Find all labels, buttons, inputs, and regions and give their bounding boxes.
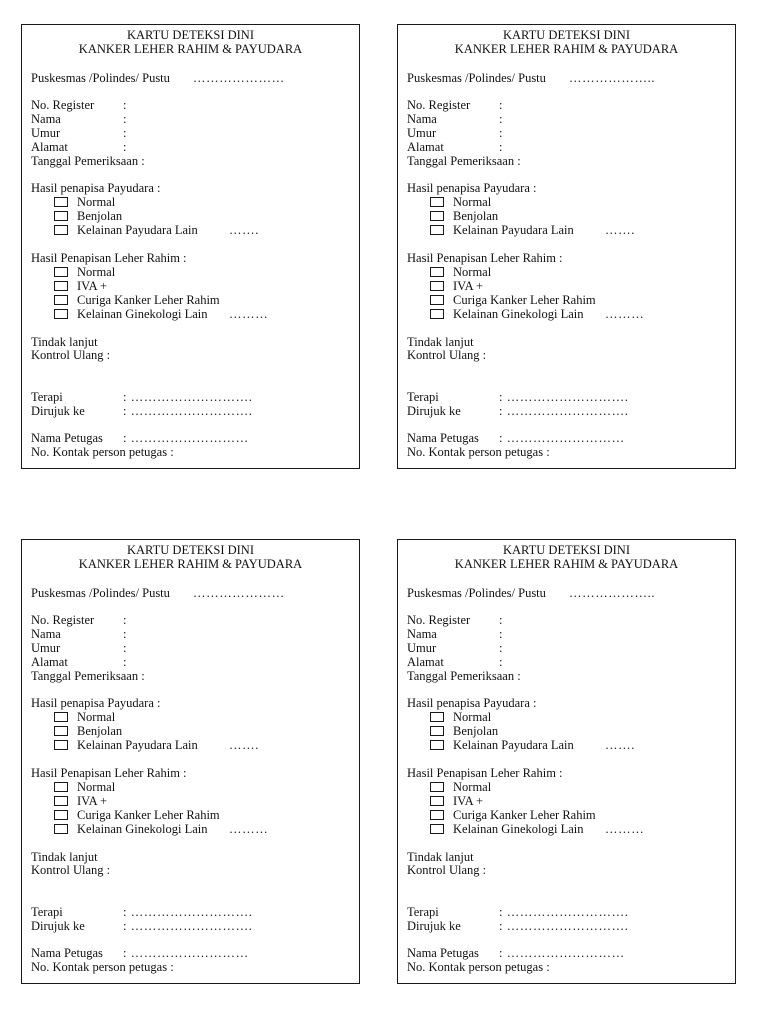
rahim-iva-checkbox[interactable] (54, 796, 68, 806)
register-label: No. Register (31, 98, 95, 112)
puskesmas-blank[interactable]: ……………….. (569, 586, 656, 600)
alamat-colon: : (499, 140, 503, 154)
dirujuk-label: Dirujuk ke (31, 919, 85, 933)
nama-label: Nama (407, 112, 437, 126)
dirujuk-field[interactable]: : ………………………. (123, 404, 253, 418)
rahim-curiga-checkbox[interactable] (430, 295, 444, 305)
tindak-lanjut-label: Tindak lanjut (31, 335, 98, 349)
dirujuk-label: Dirujuk ke (407, 404, 461, 418)
dirujuk-label: Dirujuk ke (407, 919, 461, 933)
card-title-line1: KARTU DETEKSI DINI (502, 28, 630, 42)
alamat-colon: : (499, 655, 503, 669)
rahim-normal-label: Normal (453, 265, 492, 279)
rahim-iva-label: IVA + (453, 794, 484, 808)
umur-field[interactable] (507, 126, 707, 140)
register-colon: : (499, 613, 503, 627)
register-colon: : (123, 613, 127, 627)
rahim-curiga-checkbox[interactable] (430, 810, 444, 820)
dirujuk-field[interactable]: : ………………………. (123, 919, 253, 933)
rahim-heading: Hasil Penapisan Leher Rahim : (31, 251, 187, 265)
payudara-normal-label: Normal (77, 710, 116, 724)
payudara-lain-checkbox[interactable] (430, 225, 444, 235)
rahim-iva-label: IVA + (77, 794, 108, 808)
rahim-lain-blank[interactable]: ……… (229, 307, 269, 321)
dirujuk-field[interactable]: : ………………………. (499, 919, 629, 933)
petugas-field[interactable]: : ……………………… (499, 946, 625, 960)
screening-card-3 (21, 539, 360, 984)
payudara-lain-blank[interactable]: ……. (229, 738, 259, 752)
petugas-label: Nama Petugas (407, 946, 479, 960)
rahim-lain-label: Kelainan Ginekologi Lain (77, 307, 208, 321)
payudara-lain-checkbox[interactable] (54, 225, 68, 235)
rahim-normal-checkbox[interactable] (54, 267, 68, 277)
payudara-heading: Hasil penapisa Payudara : (31, 696, 161, 710)
rahim-iva-label: IVA + (77, 279, 108, 293)
tindak-lanjut-label: Tindak lanjut (407, 335, 474, 349)
card-title-line1: KARTU DETEKSI DINI (502, 543, 630, 557)
terapi-field[interactable]: : ………………………. (123, 905, 253, 919)
alamat-field[interactable] (507, 655, 707, 669)
nama-field[interactable] (507, 112, 707, 126)
alamat-label: Alamat (407, 655, 444, 669)
rahim-lain-label: Kelainan Ginekologi Lain (77, 822, 208, 836)
screening-card-4 (397, 539, 736, 984)
card-title-line2: KANKER LEHER RAHIM & PAYUDARA (454, 557, 679, 571)
tanggal-label: Tanggal Pemeriksaan : (31, 154, 145, 168)
payudara-normal-checkbox[interactable] (430, 712, 444, 722)
payudara-lain-blank[interactable]: ……. (605, 223, 635, 237)
payudara-normal-label: Normal (453, 195, 492, 209)
payudara-lain-blank[interactable]: ……. (229, 223, 259, 237)
alamat-label: Alamat (31, 655, 68, 669)
tanggal-label: Tanggal Pemeriksaan : (31, 669, 145, 683)
nama-label: Nama (31, 112, 61, 126)
terapi-field[interactable]: : ………………………. (499, 905, 629, 919)
alamat-colon: : (123, 140, 127, 154)
register-label: No. Register (407, 98, 471, 112)
umur-field[interactable] (131, 126, 331, 140)
rahim-lain-checkbox[interactable] (430, 824, 444, 834)
rahim-normal-checkbox[interactable] (430, 267, 444, 277)
terapi-label: Terapi (407, 390, 439, 404)
umur-label: Umur (407, 126, 437, 140)
umur-colon: : (499, 126, 503, 140)
alamat-field[interactable] (507, 140, 707, 154)
alamat-field[interactable] (131, 140, 331, 154)
kontrol-ulang-label: Kontrol Ulang : (407, 863, 487, 877)
card-title-line1: KARTU DETEKSI DINI (126, 28, 254, 42)
rahim-lain-checkbox[interactable] (54, 309, 68, 319)
rahim-normal-label: Normal (77, 265, 116, 279)
payudara-lain-label: Kelainan Payudara Lain (77, 223, 198, 237)
petugas-label: Nama Petugas (31, 946, 103, 960)
puskesmas-label: Puskesmas /Polindes/ Pustu (407, 71, 546, 85)
nama-field[interactable] (131, 627, 331, 641)
rahim-heading: Hasil Penapisan Leher Rahim : (407, 766, 563, 780)
payudara-benjolan-checkbox[interactable] (54, 211, 68, 221)
petugas-field[interactable]: : ……………………… (123, 946, 249, 960)
tanggal-label: Tanggal Pemeriksaan : (407, 669, 521, 683)
umur-field[interactable] (131, 641, 331, 655)
alamat-label: Alamat (31, 140, 68, 154)
rahim-heading: Hasil Penapisan Leher Rahim : (407, 251, 563, 265)
terapi-label: Terapi (31, 905, 63, 919)
payudara-benjolan-checkbox[interactable] (430, 726, 444, 736)
payudara-lain-label: Kelainan Payudara Lain (453, 738, 574, 752)
payudara-heading: Hasil penapisa Payudara : (407, 181, 537, 195)
rahim-curiga-checkbox[interactable] (54, 295, 68, 305)
rahim-curiga-label: Curiga Kanker Leher Rahim (453, 293, 596, 307)
rahim-normal-checkbox[interactable] (430, 782, 444, 792)
umur-field[interactable] (507, 641, 707, 655)
rahim-lain-label: Kelainan Ginekologi Lain (453, 822, 584, 836)
dirujuk-field[interactable]: : ………………………. (499, 404, 629, 418)
payudara-normal-checkbox[interactable] (430, 197, 444, 207)
petugas-field[interactable]: : ……………………… (123, 431, 249, 445)
kontrol-ulang-label: Kontrol Ulang : (407, 348, 487, 362)
puskesmas-label: Puskesmas /Polindes/ Pustu (31, 71, 170, 85)
payudara-normal-label: Normal (453, 710, 492, 724)
payudara-benjolan-checkbox[interactable] (54, 726, 68, 736)
alamat-label: Alamat (407, 140, 444, 154)
nama-colon: : (123, 112, 127, 126)
card-title-line1: KARTU DETEKSI DINI (126, 543, 254, 557)
payudara-normal-checkbox[interactable] (54, 197, 68, 207)
card-title-line2: KANKER LEHER RAHIM & PAYUDARA (78, 557, 303, 571)
register-field[interactable] (131, 98, 331, 112)
payudara-lain-checkbox[interactable] (54, 740, 68, 750)
rahim-lain-checkbox[interactable] (54, 824, 68, 834)
register-field[interactable] (507, 613, 707, 627)
tindak-lanjut-label: Tindak lanjut (31, 850, 98, 864)
terapi-label: Terapi (31, 390, 63, 404)
petugas-label: Nama Petugas (407, 431, 479, 445)
kontrol-ulang-label: Kontrol Ulang : (31, 863, 111, 877)
register-field[interactable] (507, 98, 707, 112)
payudara-lain-label: Kelainan Payudara Lain (453, 223, 574, 237)
nama-label: Nama (407, 627, 437, 641)
terapi-field[interactable]: : ………………………. (499, 390, 629, 404)
dirujuk-label: Dirujuk ke (31, 404, 85, 418)
terapi-field[interactable]: : ………………………. (123, 390, 253, 404)
kontak-label: No. Kontak person petugas : (407, 445, 550, 459)
rahim-iva-checkbox[interactable] (430, 796, 444, 806)
rahim-curiga-label: Curiga Kanker Leher Rahim (453, 808, 596, 822)
payudara-benjolan-label: Benjolan (77, 724, 123, 738)
umur-colon: : (499, 641, 503, 655)
umur-label: Umur (407, 641, 437, 655)
payudara-benjolan-label: Benjolan (453, 209, 499, 223)
nama-colon: : (499, 112, 503, 126)
payudara-benjolan-label: Benjolan (77, 209, 123, 223)
screening-card-2 (397, 24, 736, 469)
rahim-lain-blank[interactable]: ……… (229, 822, 269, 836)
kontak-label: No. Kontak person petugas : (407, 960, 550, 974)
puskesmas-blank[interactable]: ………………… (193, 71, 285, 85)
rahim-iva-label: IVA + (453, 279, 484, 293)
payudara-normal-checkbox[interactable] (54, 712, 68, 722)
rahim-normal-label: Normal (453, 780, 492, 794)
register-label: No. Register (31, 613, 95, 627)
rahim-lain-checkbox[interactable] (430, 309, 444, 319)
rahim-iva-checkbox[interactable] (430, 281, 444, 291)
petugas-field[interactable]: : ……………………… (499, 431, 625, 445)
rahim-normal-checkbox[interactable] (54, 782, 68, 792)
register-label: No. Register (407, 613, 471, 627)
alamat-field[interactable] (131, 655, 331, 669)
kontrol-ulang-label: Kontrol Ulang : (31, 348, 111, 362)
payudara-benjolan-label: Benjolan (453, 724, 499, 738)
card-title-line2: KANKER LEHER RAHIM & PAYUDARA (78, 42, 303, 56)
rahim-lain-blank[interactable]: ……… (605, 822, 645, 836)
puskesmas-label: Puskesmas /Polindes/ Pustu (31, 586, 170, 600)
nama-label: Nama (31, 627, 61, 641)
rahim-normal-label: Normal (77, 780, 116, 794)
register-colon: : (499, 98, 503, 112)
alamat-colon: : (123, 655, 127, 669)
payudara-lain-label: Kelainan Payudara Lain (77, 738, 198, 752)
umur-label: Umur (31, 641, 61, 655)
payudara-heading: Hasil penapisa Payudara : (407, 696, 537, 710)
puskesmas-label: Puskesmas /Polindes/ Pustu (407, 586, 546, 600)
tindak-lanjut-label: Tindak lanjut (407, 850, 474, 864)
rahim-curiga-label: Curiga Kanker Leher Rahim (77, 293, 220, 307)
payudara-lain-blank[interactable]: ……. (605, 738, 635, 752)
nama-colon: : (499, 627, 503, 641)
rahim-iva-checkbox[interactable] (54, 281, 68, 291)
register-field[interactable] (131, 613, 331, 627)
puskesmas-blank[interactable]: ………………… (193, 586, 285, 600)
nama-field[interactable] (507, 627, 707, 641)
rahim-lain-blank[interactable]: ……… (605, 307, 645, 321)
umur-colon: : (123, 126, 127, 140)
rahim-curiga-checkbox[interactable] (54, 810, 68, 820)
nama-colon: : (123, 627, 127, 641)
payudara-heading: Hasil penapisa Payudara : (31, 181, 161, 195)
tanggal-label: Tanggal Pemeriksaan : (407, 154, 521, 168)
nama-field[interactable] (131, 112, 331, 126)
rahim-curiga-label: Curiga Kanker Leher Rahim (77, 808, 220, 822)
rahim-lain-label: Kelainan Ginekologi Lain (453, 307, 584, 321)
umur-colon: : (123, 641, 127, 655)
payudara-lain-checkbox[interactable] (430, 740, 444, 750)
screening-card-1 (21, 24, 360, 469)
rahim-heading: Hasil Penapisan Leher Rahim : (31, 766, 187, 780)
register-colon: : (123, 98, 127, 112)
kontak-label: No. Kontak person petugas : (31, 960, 174, 974)
card-title-line2: KANKER LEHER RAHIM & PAYUDARA (454, 42, 679, 56)
umur-label: Umur (31, 126, 61, 140)
petugas-label: Nama Petugas (31, 431, 103, 445)
terapi-label: Terapi (407, 905, 439, 919)
kontak-label: No. Kontak person petugas : (31, 445, 174, 459)
payudara-normal-label: Normal (77, 195, 116, 209)
puskesmas-blank[interactable]: ……………….. (569, 71, 656, 85)
payudara-benjolan-checkbox[interactable] (430, 211, 444, 221)
